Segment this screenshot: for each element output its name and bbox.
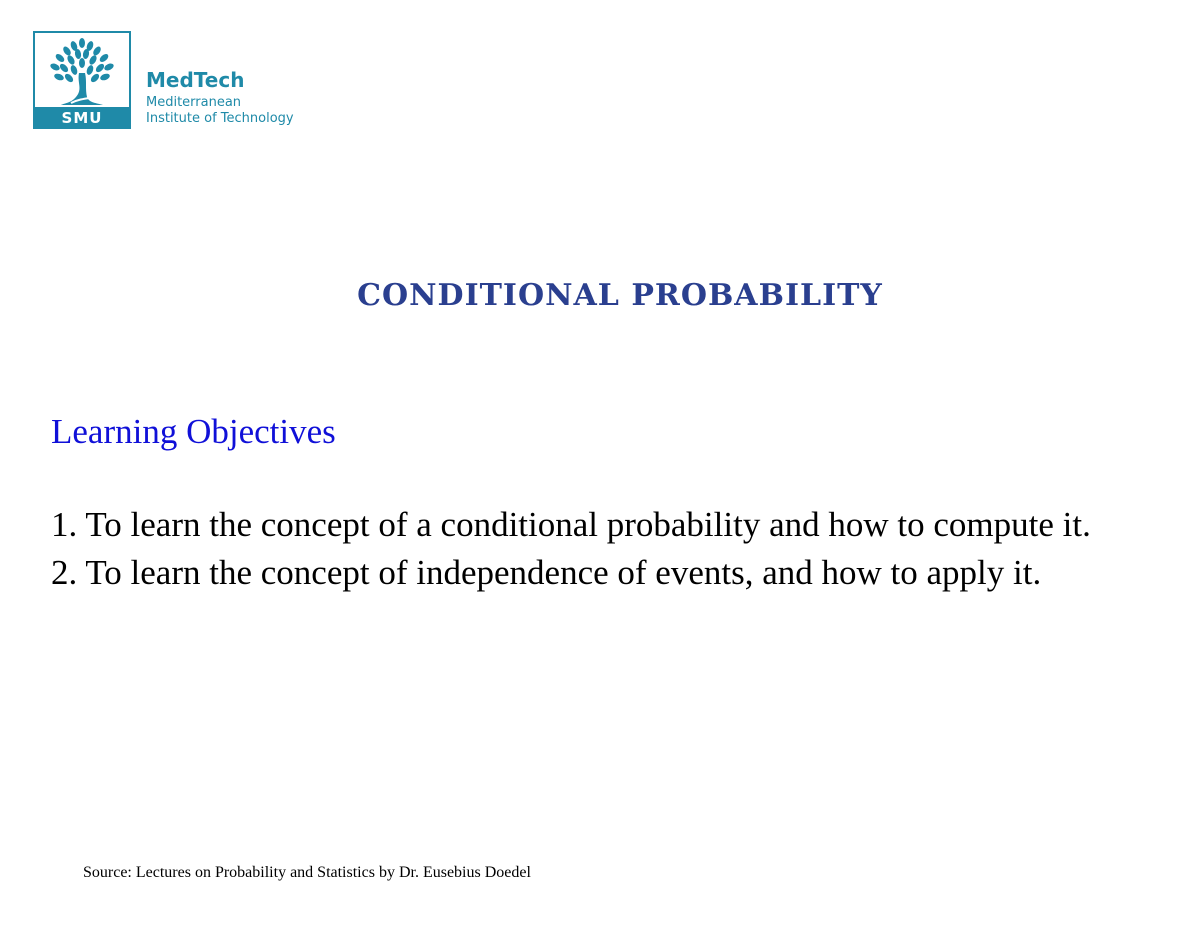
brand-name: MedTech xyxy=(146,68,245,92)
source-citation: Source: Lectures on Probability and Statistics by Dr. Eusebius Doedel xyxy=(83,864,531,881)
smu-logo xyxy=(33,31,131,129)
smu-badge: SMU xyxy=(33,107,131,129)
brand-subtitle-line2: Institute of Technology xyxy=(146,111,294,126)
slide-title: CONDITIONAL PROBABILITY xyxy=(357,278,883,313)
objectives-list xyxy=(51,501,1131,597)
brand-subtitle-line1: Mediterranean xyxy=(146,95,242,110)
objective-item-1: 1. To learn the concept of a conditional probability and how to compute it. xyxy=(51,505,1091,544)
objectives-heading: Learning Objectives xyxy=(51,412,336,451)
objective-item-2: 2. To learn the concept of independence of events, and how to apply it. xyxy=(51,553,1042,592)
olive-tree-icon xyxy=(43,37,121,109)
